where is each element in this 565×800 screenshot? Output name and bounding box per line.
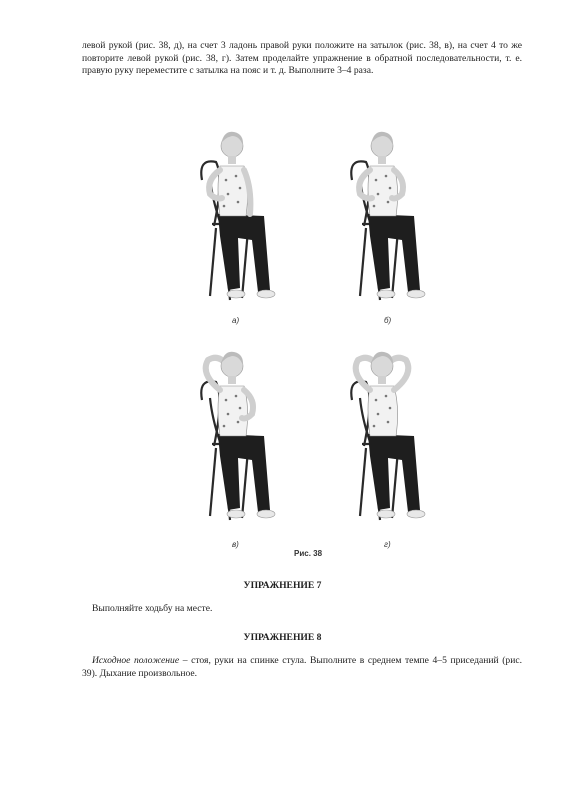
figure-label-b: б) — [384, 316, 392, 325]
figure-caption: Рис. 38 — [294, 549, 323, 558]
figure-panel-b — [330, 118, 460, 308]
figure-panel-a — [180, 118, 310, 308]
figure-label-g: г) — [384, 540, 391, 549]
exercise-8-text — [82, 655, 522, 680]
exercise-8-italic-lead: Исходное положение — [92, 655, 180, 666]
exercise-7-heading: УПРАЖНЕНИЕ 7 — [243, 580, 322, 591]
exercise-7-text: Выполняйте ходьбу на месте. — [92, 603, 213, 614]
intro-paragraph: левой рукой (рис. 38, д), на счет 3 ладонь правой руки положите на затылок (рис. 38, в), на счет 4 то же повторите левой рукой (рис. 38, г). Затем проделайте упражнение в обратной последовательности, т. е. правую руку переместите с затылка на пояс и т. д. Выполните 3–4 раза. — [82, 40, 522, 76]
figure-label-v: в) — [232, 540, 239, 549]
exercise-8-body: – стоя, руки на спинке стула. Выполните в среднем темпе 4–5 приседаний (рис. 39). Дыхание произвольное. — [82, 655, 522, 679]
figure-panel-g — [330, 338, 460, 528]
figure-label-a: а) — [232, 316, 240, 325]
exercise-8-heading: УПРАЖНЕНИЕ 8 — [243, 632, 322, 643]
figure-panel-v — [180, 338, 310, 528]
